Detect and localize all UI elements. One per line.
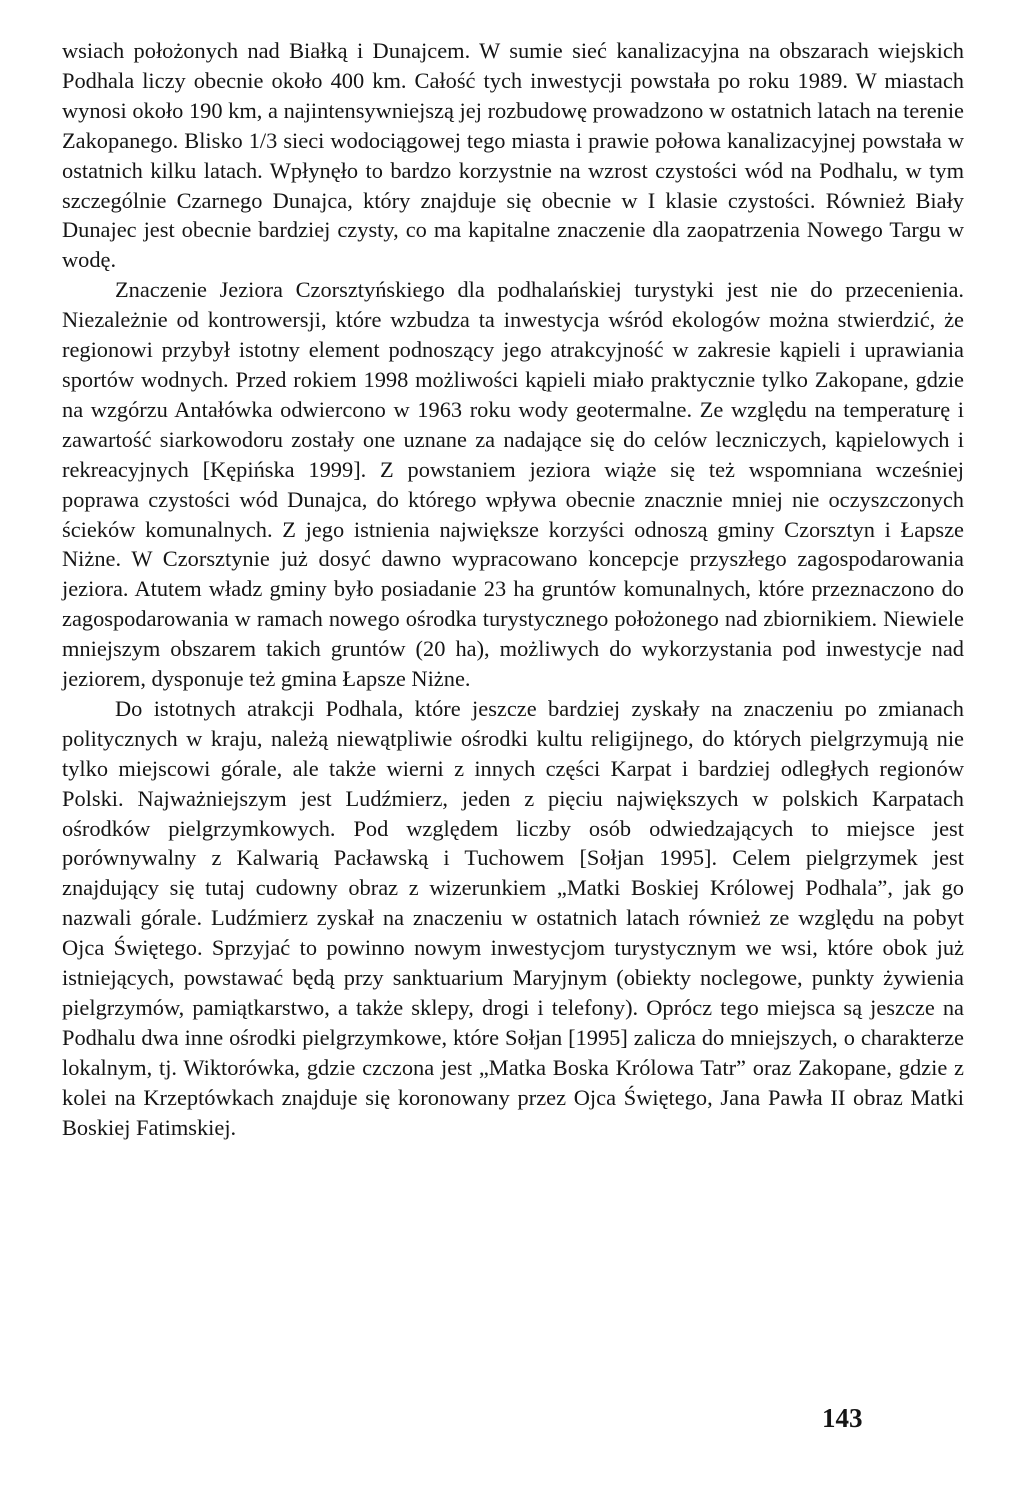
paragraph-2: Znaczenie Jeziora Czorsztyńskiego dla podhalańskiej turystyki jest nie do przecenienia. Niezależnie od kontrowersji, które wzbudza ta inwestycja wśród ekologów można stwierdzić, że regionowi przybył istotny element podnoszący jego atrakcyjność w zakresie kąpieli i uprawiania sportów wodnych. Przed rokiem 1998 możliwości kąpieli miało praktycznie tylko Zakopane, gdzie na wzgórzu Antałówka odwiercono w 1963 roku wody geotermalne. Ze względu na temperaturę i zawartość siarkowodoru zostały one uznane za nadające się do celów leczniczych, kąpielowych i rekreacyjnych [Kępińska 1999]. Z powstaniem jeziora wiąże się też wspomniana wcześniej poprawa czystości wód Dunajca, do którego wpływa obecnie znacznie mniej nie oczyszczonych ścieków komunalnych. Z jego istnienia największe korzyści odnoszą gminy Czorsztyn i Łapsze Niżne. W Czorsztynie już dosyć dawno wypracowano koncepcje przyszłego zagospodarowania jeziora. Atutem władz gminy było posiadanie 23 ha gruntów komunalnych, które przeznaczono do zagospodarowania w ramach nowego ośrodka turystycznego położonego nad zbiornikiem. Niewiele mniejszym obszarem takich gruntów (20 ha), możliwych do wykorzystania pod inwestycje nad jeziorem, dysponuje też gmina Łapsze Niżne. <box>62 277 964 692</box>
paragraph-1: wsiach położonych nad Białką i Dunajcem. W sumie sieć kanalizacyjna na obszarach wiejskich Podhala liczy obecnie około 400 km. Całość tych inwestycji powstała po roku 1989. W miastach wynosi około 190 km, a najintensywniejszą jej rozbudowę prowadzono w ostatnich latach na terenie Zakopanego. Blisko 1/3 sieci wodociągowej tego miasta i prawie połowa kanalizacyjnej powstała w ostatnich kilku latach. Wpłynęło to bardzo korzystnie na wzrost czystości wód na Podhalu, w tym szczególnie Czarnego Dunajca, który znajduje się obecnie w I klasie czystości. Również Biały Dunajec jest obecnie bardziej czysty, co ma kapitalne znaczenie dla zaopatrzenia Nowego Targu w wodę. <box>62 38 964 273</box>
page-number: 143 <box>822 1403 863 1433</box>
page-body <box>62 36 964 1143</box>
paragraph-3: Do istotnych atrakcji Podhala, które jeszcze bardziej zyskały na znaczeniu po zmianach politycznych w kraju, należą niewątpliwie ośrodki kultu religijnego, do których pielgrzymują nie tylko miejscowi górale, ale także wierni z innych części Karpat i bardziej odległych regionów Polski. Najważniejszym jest Ludźmierz, jeden z pięciu największych w polskich Karpatach ośrodków pielgrzymkowych. Pod względem liczby osób odwiedzających to miejsce jest porównywalny z Kalwarią Pacławską i Tuchowem [Sołjan 1995]. Celem pielgrzymek jest znajdujący się tutaj cudowny obraz z wizerunkiem „Matki Boskiej Królowej Podhala”, jak go nazwali górale. Ludźmierz zyskał na znaczeniu w ostatnich latach również ze względu na pobyt Ojca Świętego. Sprzyjać to powinno nowym inwestycjom turystycznym we wsi, które obok już istniejących, powstawać będą przy sanktuarium Maryjnym (obiekty noclegowe, punkty żywienia pielgrzymów, pamiątkarstwo, a także sklepy, drogi i telefony). Oprócz tego miejsca są jeszcze na Podhalu dwa inne ośrodki pielgrzymkowe, które Sołjan [1995] zalicza do mniejszych, o charakterze lokalnym, tj. Wiktorówka, gdzie czczona jest „Matka Boska Królowa Tatr” oraz Zakopane, gdzie z kolei na Krzeptówkach znajduje się koronowany przez Ojca Świętego, Jana Pawła II obraz Matki Boskiej Fatimskiej. <box>62 695 964 1140</box>
